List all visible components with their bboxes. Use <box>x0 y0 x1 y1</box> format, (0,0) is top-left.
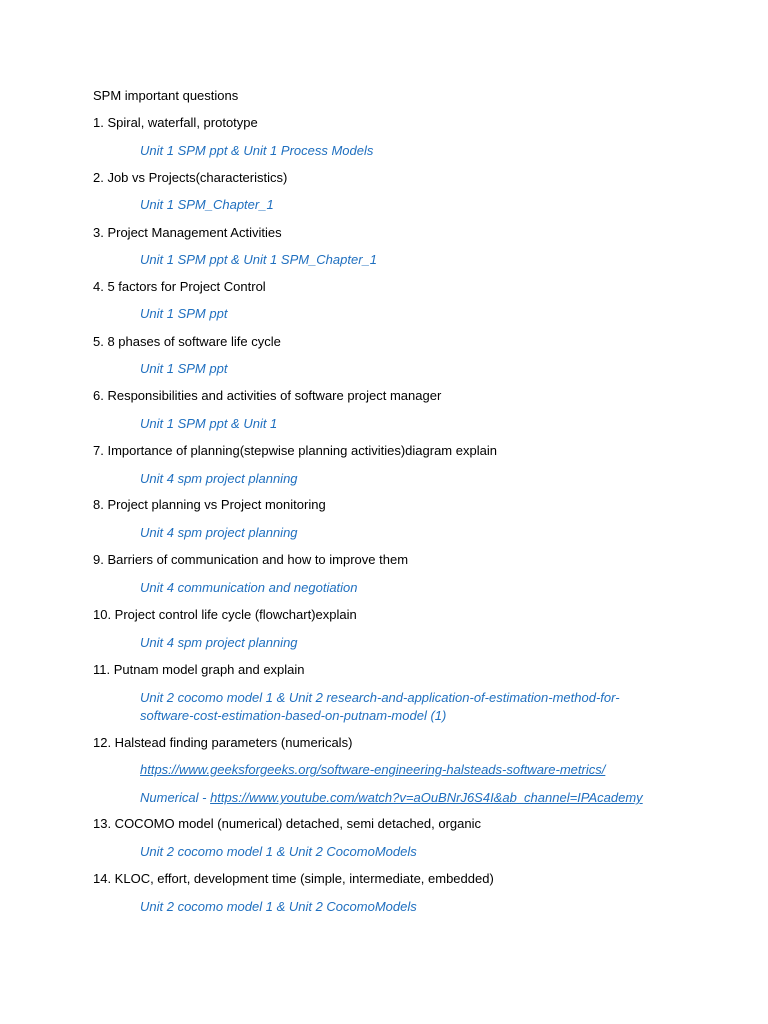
reference-10[interactable]: Unit 4 spm project planning <box>140 635 298 650</box>
question-11: 11. Putnam model graph and explain <box>93 662 305 677</box>
reference-7[interactable]: Unit 4 spm project planning <box>140 471 298 486</box>
question-1: 1. Spiral, waterfall, prototype <box>93 115 258 130</box>
reference-11-line-1: Unit 2 cocomo model 1 & Unit 2 research-and-application-of-estimation-method-for- <box>140 690 620 705</box>
question-4: 4. 5 factors for Project Control <box>93 279 266 294</box>
question-7: 7. Importance of planning(stepwise planning activities)diagram explain <box>93 443 497 458</box>
question-13: 13. COCOMO model (numerical) detached, semi detached, organic <box>93 816 482 831</box>
reference-13[interactable]: Unit 2 cocomo model 1 & Unit 2 CocomoModels <box>140 844 417 859</box>
reference-12-numerical <box>140 789 643 807</box>
question-12: 12. Halstead finding parameters (numericals) <box>93 735 353 750</box>
reference-3[interactable]: Unit 1 SPM ppt & Unit 1 SPM_Chapter_1 <box>140 252 378 267</box>
reference-8[interactable]: Unit 4 spm project planning <box>140 525 298 540</box>
question-6: 6. Responsibilities and activities of software project manager <box>93 388 442 403</box>
geeksforgeeks-link[interactable]: https://www.geeksforgeeks.org/software-engineering-halsteads-software-metrics/ <box>140 762 606 777</box>
numerical-label: Numerical - <box>140 790 211 805</box>
question-3: 3. Project Management Activities <box>93 225 282 240</box>
reference-11-line-2: software-cost-estimation-based-on-putnam-model (1) <box>140 708 447 723</box>
question-2: 2. Job vs Projects(characteristics) <box>93 170 288 185</box>
question-8: 8. Project planning vs Project monitoring <box>93 497 326 512</box>
reference-2[interactable]: Unit 1 SPM_Chapter_1 <box>140 197 274 212</box>
youtube-link[interactable]: https://www.youtube.com/watch?v=aOuBNrJ6S4I&ab_channel=IPAcademy <box>210 790 643 805</box>
reference-14[interactable]: Unit 2 cocomo model 1 & Unit 2 CocomoModels <box>140 899 417 914</box>
reference-1[interactable]: Unit 1 SPM ppt & Unit 1 Process Models <box>140 143 374 158</box>
question-9: 9. Barriers of communication and how to improve them <box>93 552 409 567</box>
reference-11[interactable] <box>140 689 620 725</box>
reference-9[interactable]: Unit 4 communication and negotiation <box>140 580 358 595</box>
question-5: 5. 8 phases of software life cycle <box>93 334 281 349</box>
page-title: SPM important questions <box>93 88 239 103</box>
reference-6[interactable]: Unit 1 SPM ppt & Unit 1 <box>140 416 278 431</box>
question-14: 14. KLOC, effort, development time (simple, intermediate, embedded) <box>93 871 494 886</box>
reference-12-link[interactable] <box>140 761 605 779</box>
reference-4[interactable]: Unit 1 SPM ppt <box>140 306 228 321</box>
question-10: 10. Project control life cycle (flowchart)explain <box>93 607 357 622</box>
reference-5[interactable]: Unit 1 SPM ppt <box>140 361 228 376</box>
